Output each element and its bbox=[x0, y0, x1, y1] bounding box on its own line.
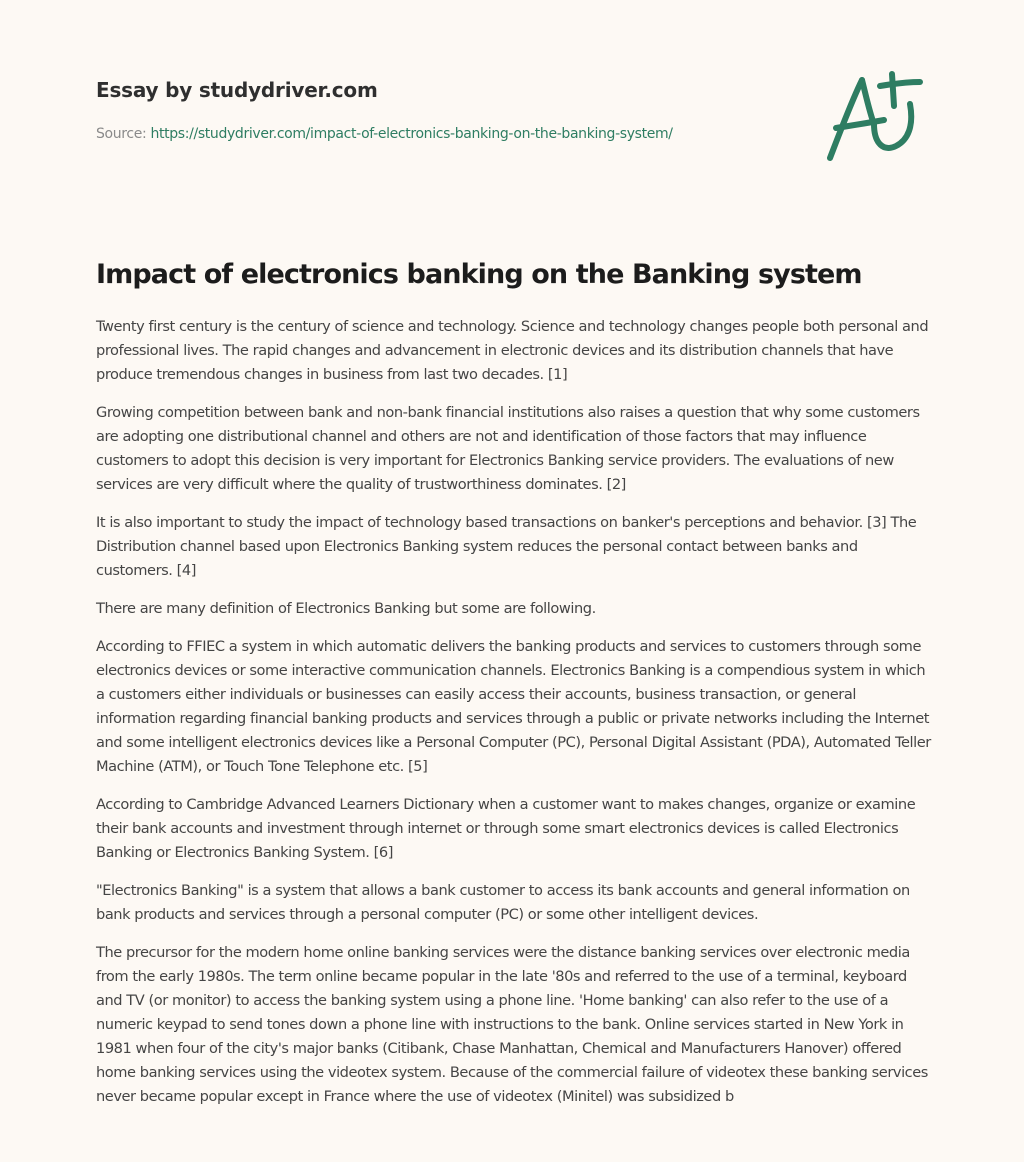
brand-title: Essay by studydriver.com bbox=[96, 78, 378, 102]
essay-paragraph: According to Cambridge Advanced Learners Dictionary when a customer want to makes changes, organize or examine their bank accounts and investment through internet or through some smart electronics devices is called Electronics Banking or Electronics Banking System. [6] bbox=[96, 796, 916, 861]
essay-paragraph: The precursor for the modern home online banking services were the distance banking services over electronic media from the early 1980s. The term online became popular in the late '80s and referred to the use of a terminal, keyboard and TV (or monitor) to access the banking system using a phone line. 'Home banking' can also refer to the use of a numeric keypad to send tones down a phone line with instructions to the bank. Online services started in New York in 1981 when four of the city's major banks (Citibank, Chase Manhattan, Chemical and Manufacturers Hanover) offered home banking services using the videotex system. Because of the commercial failure of videotex these banking services never became popular except in France where the use of videotex (Minitel) was subsidized b bbox=[96, 944, 928, 1105]
a-plus-grade-icon bbox=[822, 66, 932, 166]
essay-title: Impact of electronics banking on the Banking system bbox=[96, 259, 862, 290]
essay-paragraph: "Electronics Banking" is a system that allows a bank customer to access its bank accounts and general information on bank products and services through a personal computer (PC) or some other intelligent devices. bbox=[96, 882, 910, 923]
essay-paragraph: Twenty first century is the century of science and technology. Science and technology changes people both personal and professional lives. The rapid changes and advancement in electronic devices and its distribution channels that have produce tremendous changes in business from last two decades. [1] bbox=[96, 318, 929, 383]
essay-body bbox=[96, 315, 936, 1123]
essay-paragraph: Growing competition between bank and non-bank financial institutions also raises a question that why some customers are adopting one distributional channel and others are not and identification of those factors that may influence customers to adopt this decision is very important for Electronics Banking service providers. The evaluations of new services are very difficult where the quality of trustworthiness dominates. [2] bbox=[96, 404, 920, 493]
source-label: Source: bbox=[96, 126, 147, 142]
essay-header bbox=[96, 76, 816, 144]
essay-paragraph: It is also important to study the impact of technology based transactions on banker's perceptions and behavior. [3] The Distribution channel based upon Electronics Banking system reduces the personal contact between banks and customers. [4] bbox=[96, 514, 917, 579]
essay-paragraph: There are many definition of Electronics Banking but some are following. bbox=[96, 600, 596, 617]
essay-paragraph: According to FFIEC a system in which automatic delivers the banking products and services to customers through some electronics devices or some interactive communication channels. Electronics Banking is a compendious system in which a customers either individuals or businesses can easily access their accounts, business transaction, or general information regarding financial banking products and services through a public or private networks including the Internet and some intelligent electronics devices like a Personal Computer (PC), Personal Digital Assistant (PDA), Automated Teller Machine (ATM), or Touch Tone Telephone etc. [5] bbox=[96, 638, 931, 775]
source-line bbox=[96, 124, 816, 144]
source-link[interactable]: https://studydriver.com/impact-of-electronics-banking-on-the-banking-system/ bbox=[150, 126, 673, 142]
